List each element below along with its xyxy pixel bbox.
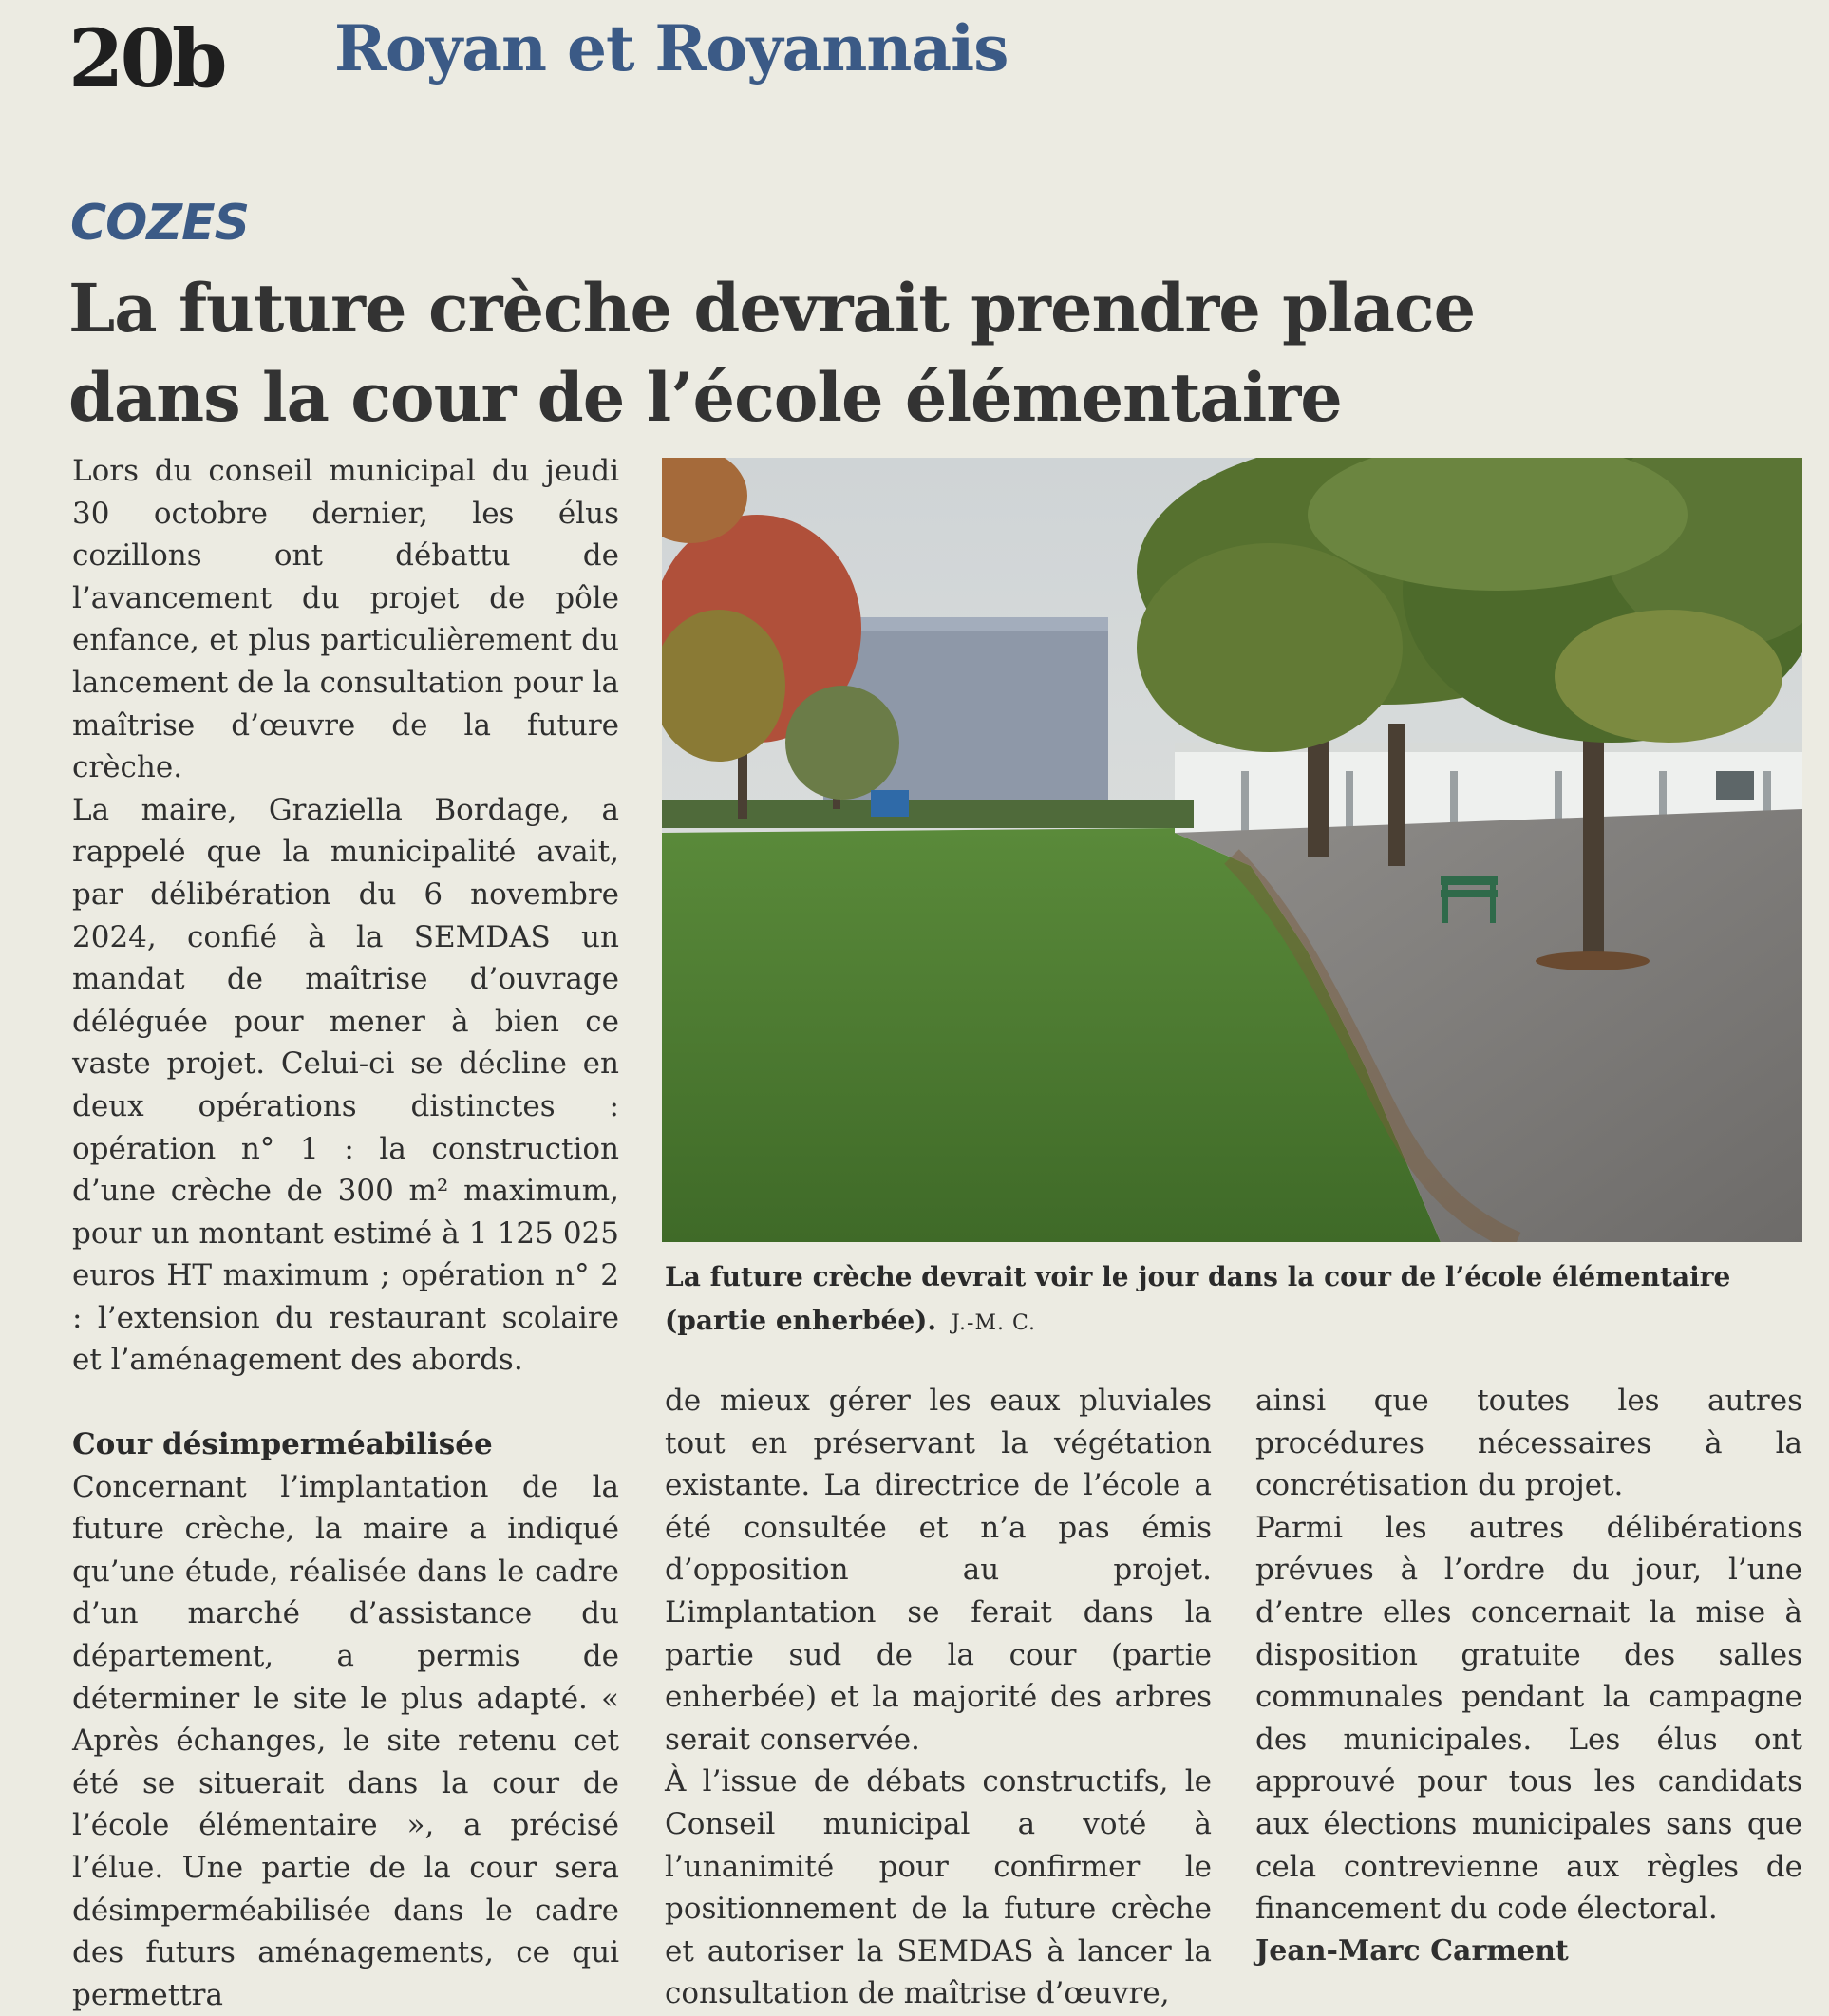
photo-caption: [665, 1255, 1804, 1346]
article-column-2: [665, 1380, 1212, 2015]
article-subhead: Cour désimperméabilisée: [72, 1427, 493, 1462]
article-column-3: [1255, 1380, 1802, 1972]
author-signature: Jean-Marc Carment: [1255, 1933, 1569, 1968]
caption-text: La future crèche devrait voir le jour dans la cour de l’école élémentaire (partie enherbée).: [665, 1261, 1731, 1336]
paragraph-intro: Lors du conseil municipal du jeudi 30 octobre dernier, les élus cozillons ont débattu de l’avancement du projet de pôle enfance, et plus particulièrement du lancement de la consultation pour la maîtrise d’œuvre de la future crèche.: [72, 454, 619, 785]
headline-line-2: dans la cour de l’école élémentaire: [68, 358, 1342, 437]
photo-credit: J.-M. C.: [951, 1311, 1036, 1335]
page-number: 20b: [68, 11, 224, 105]
schoolyard-photo: [662, 458, 1802, 1242]
paragraph-other-deliberations: Parmi les autres délibérations prévues à l’ordre du jour, l’une d’entre elles concernait la mise à disposition gratuite des salles communales pendant la campagne des municipales. Les élus ont approuvé pour tous les candidats aux élections municipales sans que cela contrevienne aux règles de financement du code électoral.: [1255, 1510, 1802, 1927]
paragraph-implantation: Concernant l’implantation de la future crèche, la maire a indiqué qu’une étude, réalisée dans le cadre d’un marché d’assistance du département, a permis de déterminer le site le plus adapté. « Après échanges, le site retenu cet été se situerait dans la cour de l’école élémentaire », a précisé l’élue. Une partie de la cour sera désimperméabilisée dans le cadre des futurs aménagements, ce qui permettra: [72, 1469, 619, 2012]
paragraph-mandate: La maire, Graziella Bordage, a rappelé que la municipalité avait, par délibération du 6 novembre 2024, confié à la SEMDAS un mandat de maîtrise d’ouvrage déléguée pour mener à bien ce vaste projet. Celui-ci se décline en deux opérations distinctes : opération n° 1 : la construction d’une crèche de 300 m² maximum, pour un montant estimé à 1 125 025 euros HT maximum ; opération n° 2 : l’extension du restaurant scolaire et l’aménagement des abords.: [72, 792, 619, 1378]
paragraph-vote: À l’issue de débats constructifs, le Conseil municipal a voté à l’unanimité pour confirmer le positionnement de la future crèche et autoriser la SEMDAS à lancer la consultation de maîtrise d’œuvre,: [665, 1764, 1212, 2011]
section-title: Royan et Royannais: [334, 11, 1009, 85]
paragraph-procedures: ainsi que toutes les autres procédures nécessaires à la concrétisation du projet.: [1255, 1384, 1802, 1503]
article-photo: [662, 458, 1802, 1242]
headline-line-1: La future crèche devrait prendre place: [68, 269, 1476, 348]
article-headline: [68, 264, 1550, 443]
paragraph-rainwater: de mieux gérer les eaux pluviales tout en préservant la végétation existante. La directrice de l’école a été consultée et n’a pas émis d’opposition au projet. L’implantation se ferait dans la partie sud de la cour (partie enherbée) et la majorité des arbres serait conservée.: [665, 1384, 1212, 1757]
article-kicker: COZES: [70, 195, 250, 252]
article-column-1: [72, 450, 619, 2016]
